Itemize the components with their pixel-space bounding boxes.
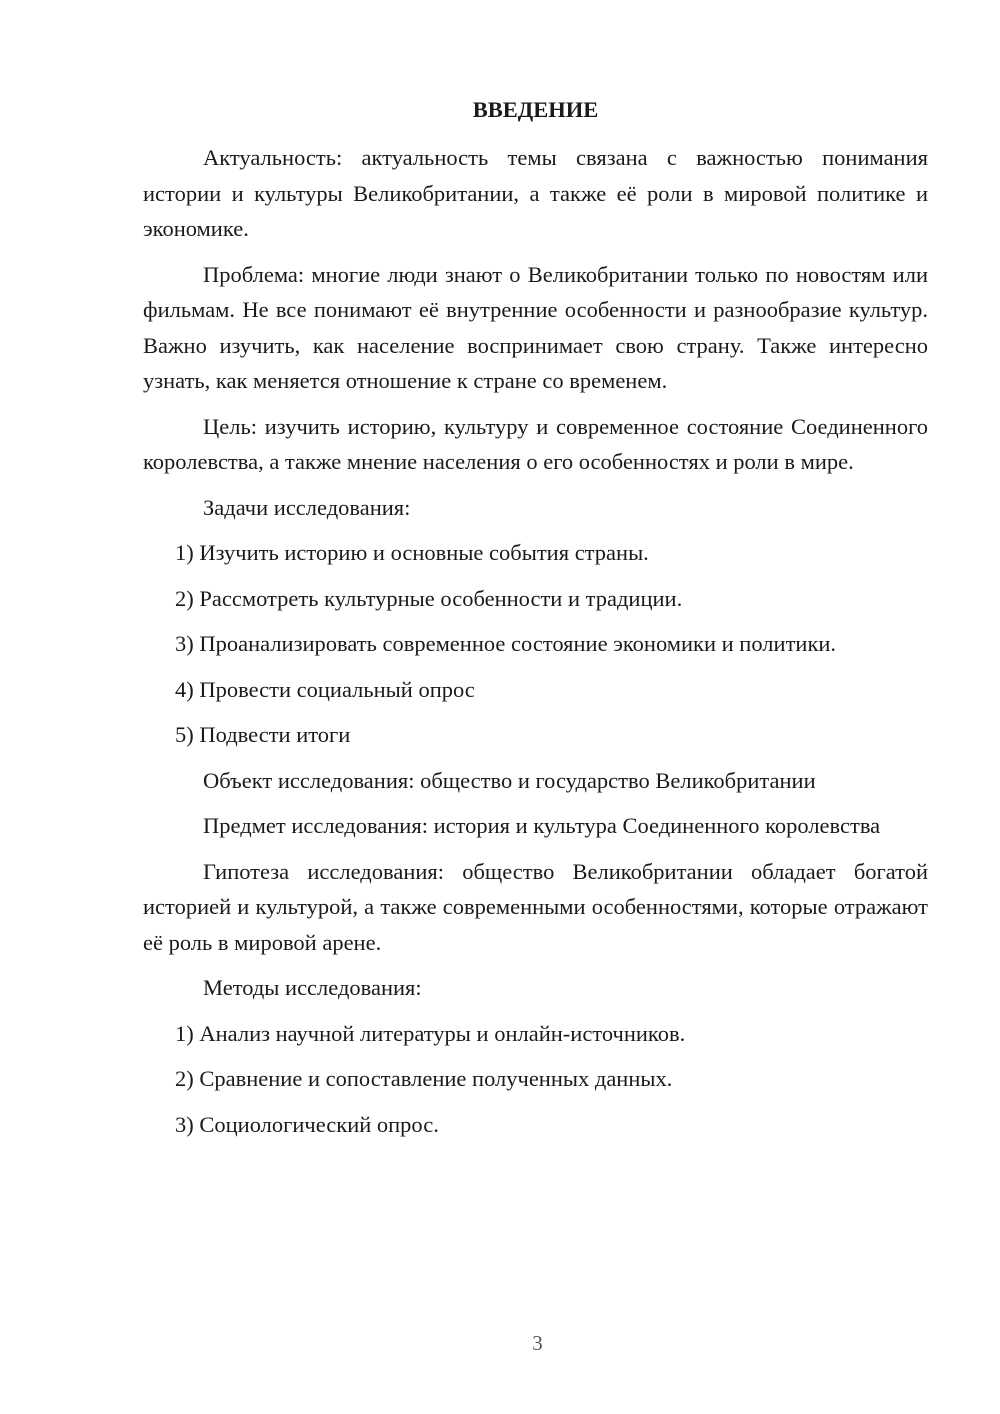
- methods-list: [143, 1016, 928, 1143]
- relevance-paragraph: Актуальность: актуальность темы связана с важностью понимания истории и культуры Великобритании, а также её роли в мировой политике и экономике.: [143, 145, 928, 241]
- task-item: 1) Изучить историю и основные события страны.: [175, 540, 649, 565]
- section-title: ВВЕДЕНИЕ: [472, 97, 599, 122]
- object-paragraph: Объект исследования: общество и государство Великобритании: [203, 767, 816, 793]
- page-number: 3: [532, 1331, 543, 1355]
- document-page: [143, 90, 928, 1152]
- task-item: 4) Провести социальный опрос: [175, 676, 475, 702]
- tasks-list: [143, 535, 928, 753]
- method-item: 3) Социологический опрос.: [175, 1111, 439, 1137]
- task-item: 3) Проанализировать современное состояние экономики и политики.: [175, 631, 837, 656]
- method-item: 1) Анализ научной литературы и онлайн-источников.: [175, 1020, 686, 1046]
- tasks-heading: Задачи исследования:: [203, 494, 411, 520]
- hypothesis-paragraph: Гипотеза исследования: общество Великобритании обладает богатой историей и культурой, а также современными особенностями, которые отражают её роль в мировой арене.: [143, 858, 928, 955]
- method-item: 2) Сравнение и сопоставление полученных данных.: [175, 1066, 673, 1091]
- problem-paragraph: Проблема: многие люди знают о Великобритании только по новостям или фильмам. Не все понимают её внутренние особенности и разнообразие культур. Важно изучить, как население воспринимает свою страну. Также интересно узнать, как меняется отношение к стране со временем.: [143, 261, 928, 393]
- goal-paragraph: Цель: изучить историю, культуру и современное состояние Соединенного королевства, а также мнение населения о его особенностях и роли в мире.: [143, 413, 928, 474]
- task-item: 5) Подвести итоги: [175, 722, 351, 747]
- task-item: 2) Рассмотреть культурные особенности и традиции.: [175, 585, 683, 611]
- subject-paragraph: Предмет исследования: история и культура Соединенного королевства: [203, 813, 881, 838]
- methods-heading: Методы исследования:: [203, 975, 422, 1000]
